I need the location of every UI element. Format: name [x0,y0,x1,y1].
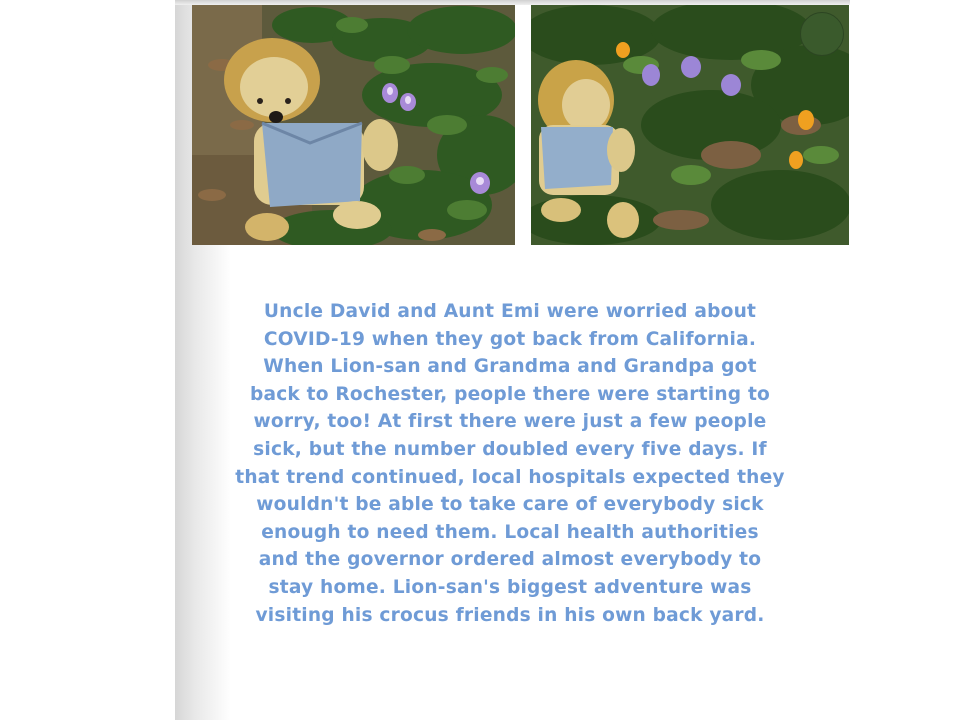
story-line: enough to need them. Local health authorities [261,521,759,543]
story-line: stay home. Lion-san's biggest adventure was [268,576,752,598]
story-text [195,298,825,629]
story-line: and the governor ordered almost everybody to [258,549,762,571]
page-marker-dot [800,12,844,56]
story-line: When Lion-san and Grandma and Grandpa got [263,356,757,378]
photo-lion-with-crocuses-left [192,5,515,245]
story-line: sick, but the number doubled every five days. If [253,438,767,460]
story-line: back to Rochester, people there were starting to [249,383,771,405]
story-line: COVID-19 when they got back from California. [263,328,757,350]
book-page [175,0,850,720]
story-line: Uncle David and Aunt Emi were worried about [263,301,757,322]
story-line: worry, too! At first there were just a few people [253,411,767,433]
story-line: wouldn't be able to take care of everybody sick [256,494,764,516]
story-line: that trend continued, local hospitals expected they [235,466,785,488]
story-line: visiting his crocus friends in his own back yard. [255,604,765,626]
